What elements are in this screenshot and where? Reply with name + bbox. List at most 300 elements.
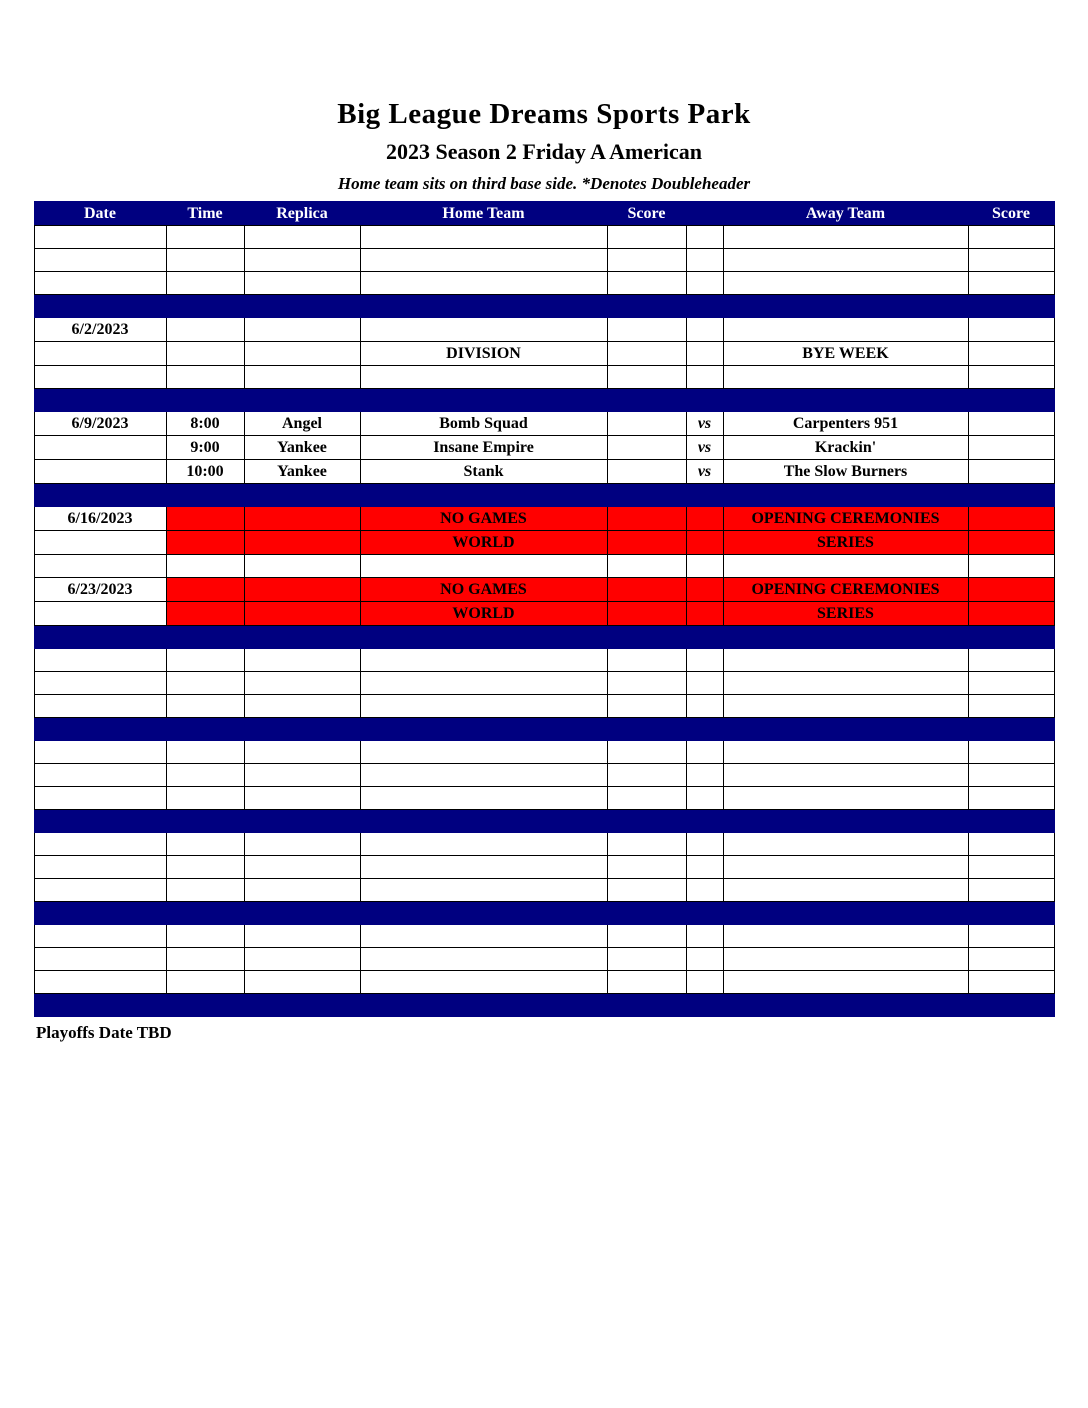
cell-away [723,672,968,695]
table-row [34,948,1054,971]
cell-replica [244,507,360,531]
cell-score2 [968,295,1054,318]
cell-home [360,295,607,318]
table-row [34,578,1054,602]
cell-replica [244,718,360,741]
cell-replica [244,649,360,672]
cell-date [34,342,166,366]
cell-score1 [607,602,686,626]
cell-vs [686,764,723,787]
cell-away: SERIES [723,531,968,555]
cell-score2 [968,272,1054,295]
cell-time [166,856,244,879]
separator-row [34,810,1054,833]
cell-vs [686,484,723,507]
page-subtitle: 2023 Season 2 Friday A American [386,139,702,164]
table-row [34,460,1054,484]
cell-time [166,994,244,1017]
cell-home [360,741,607,764]
cell-score2 [968,764,1054,787]
cell-date [34,833,166,856]
cell-away [723,649,968,672]
cell-home [360,948,607,971]
separator-row [34,718,1054,741]
table-row [34,856,1054,879]
cell-date [34,810,166,833]
cell-away: SERIES [723,602,968,626]
cell-score1 [607,718,686,741]
table-row [34,695,1054,718]
cell-score1 [607,833,686,856]
table-row [34,741,1054,764]
cell-home [360,902,607,925]
cell-home: Stank [360,460,607,484]
cell-score1 [607,994,686,1017]
cell-score1 [607,460,686,484]
cell-away [723,484,968,507]
cell-date: 6/16/2023 [34,507,166,531]
cell-score2 [968,436,1054,460]
table-row [34,249,1054,272]
cell-score1 [607,902,686,925]
cell-score1 [607,272,686,295]
cell-score2 [968,971,1054,994]
cell-date [34,971,166,994]
cell-time [166,578,244,602]
cell-vs: vs [686,412,723,436]
cell-score2 [968,994,1054,1017]
table-row [34,879,1054,902]
table-row [34,318,1054,342]
cell-score2 [968,925,1054,948]
cell-away [723,295,968,318]
cell-replica [244,295,360,318]
cell-date [34,948,166,971]
cell-home [360,810,607,833]
cell-vs [686,555,723,578]
cell-date [34,879,166,902]
cell-replica [244,484,360,507]
cell-replica [244,741,360,764]
cell-replica [244,672,360,695]
cell-away [723,879,968,902]
cell-score2 [968,342,1054,366]
cell-replica [244,602,360,626]
cell-vs [686,366,723,389]
header-away-team: Away Team [723,202,968,226]
cell-away [723,389,968,412]
cell-date [34,994,166,1017]
playoffs-note: Playoffs Date TBD [36,1023,172,1042]
cell-replica [244,226,360,249]
cell-home [360,764,607,787]
cell-replica [244,531,360,555]
cell-away [723,971,968,994]
cell-time [166,295,244,318]
cell-time [166,833,244,856]
cell-replica [244,249,360,272]
cell-score2 [968,578,1054,602]
cell-score1 [607,389,686,412]
cell-score2 [968,318,1054,342]
cell-date [34,226,166,249]
cell-away [723,764,968,787]
table-row [34,764,1054,787]
cell-home: DIVISION [360,342,607,366]
table-row [34,555,1054,578]
cell-score2 [968,626,1054,649]
cell-time [166,718,244,741]
cell-away: OPENING CEREMONIES [723,507,968,531]
cell-away [723,833,968,856]
cell-time [166,925,244,948]
cell-away [723,226,968,249]
cell-date [34,672,166,695]
cell-home: NO GAMES [360,578,607,602]
cell-score2 [968,879,1054,902]
cell-vs: vs [686,460,723,484]
cell-time [166,366,244,389]
cell-score2 [968,460,1054,484]
cell-away [723,810,968,833]
cell-replica [244,971,360,994]
cell-time [166,879,244,902]
cell-away [723,718,968,741]
cell-score1 [607,649,686,672]
cell-home [360,833,607,856]
table-header-row [34,202,1054,226]
cell-score2 [968,741,1054,764]
cell-home [360,994,607,1017]
cell-home [360,649,607,672]
cell-date [34,389,166,412]
cell-time [166,318,244,342]
cell-replica [244,787,360,810]
header-home-team: Home Team [360,202,607,226]
cell-replica [244,578,360,602]
table-row [34,272,1054,295]
cell-home [360,272,607,295]
cell-replica [244,764,360,787]
cell-replica [244,555,360,578]
cell-home [360,672,607,695]
cell-score1 [607,507,686,531]
cell-time [166,555,244,578]
cell-time [166,741,244,764]
cell-score1 [607,295,686,318]
cell-date [34,249,166,272]
cell-home [360,695,607,718]
header-date: Date [34,202,166,226]
cell-home: WORLD [360,602,607,626]
cell-vs [686,925,723,948]
cell-home [360,856,607,879]
cell-score1 [607,578,686,602]
table-row [34,649,1054,672]
cell-score1 [607,948,686,971]
cell-score2 [968,649,1054,672]
cell-date [34,484,166,507]
table-row [34,436,1054,460]
cell-score2 [968,366,1054,389]
cell-score1 [607,626,686,649]
cell-score2 [968,718,1054,741]
header-vs [686,202,723,226]
cell-date [34,460,166,484]
cell-vs [686,318,723,342]
cell-away [723,272,968,295]
header-home-score: Score [607,202,686,226]
cell-time [166,507,244,531]
cell-replica [244,272,360,295]
cell-replica [244,389,360,412]
cell-date [34,741,166,764]
cell-score2 [968,555,1054,578]
cell-replica [244,810,360,833]
cell-vs [686,295,723,318]
cell-vs [686,578,723,602]
cell-home [360,971,607,994]
cell-time: 9:00 [166,436,244,460]
cell-vs [686,971,723,994]
cell-date: 6/23/2023 [34,578,166,602]
separator-row [34,295,1054,318]
table-row [34,531,1054,555]
cell-away [723,366,968,389]
table-row [34,507,1054,531]
cell-score1 [607,436,686,460]
cell-date [34,295,166,318]
cell-score1 [607,787,686,810]
cell-score2 [968,833,1054,856]
cell-home [360,626,607,649]
cell-away: The Slow Burners [723,460,968,484]
cell-score1 [607,741,686,764]
cell-time [166,531,244,555]
cell-score1 [607,810,686,833]
cell-home [360,366,607,389]
cell-vs [686,856,723,879]
cell-vs [686,249,723,272]
cell-replica [244,342,360,366]
cell-time [166,272,244,295]
cell-replica [244,948,360,971]
separator-row [34,389,1054,412]
cell-score2 [968,948,1054,971]
header-away-score: Score [968,202,1054,226]
cell-date [34,718,166,741]
cell-away [723,555,968,578]
cell-score2 [968,226,1054,249]
cell-home [360,787,607,810]
cell-away [723,741,968,764]
table-row [34,672,1054,695]
schedule-table [34,201,1055,1017]
cell-time [166,902,244,925]
cell-vs [686,272,723,295]
table-row [34,971,1054,994]
cell-score1 [607,318,686,342]
cell-vs [686,902,723,925]
cell-score2 [968,695,1054,718]
cell-date [34,856,166,879]
cell-home [360,879,607,902]
cell-score2 [968,602,1054,626]
cell-date [34,272,166,295]
cell-vs [686,507,723,531]
cell-replica [244,879,360,902]
cell-vs [686,226,723,249]
cell-time [166,810,244,833]
cell-date [34,555,166,578]
cell-replica [244,366,360,389]
cell-away [723,856,968,879]
cell-vs [686,741,723,764]
cell-away [723,626,968,649]
cell-away: OPENING CEREMONIES [723,578,968,602]
cell-home [360,555,607,578]
cell-date [34,764,166,787]
cell-score2 [968,389,1054,412]
cell-date [34,366,166,389]
cell-away [723,925,968,948]
cell-score1 [607,856,686,879]
cell-vs [686,695,723,718]
cell-home [360,718,607,741]
cell-time [166,389,244,412]
cell-date [34,436,166,460]
cell-replica: Yankee [244,436,360,460]
cell-replica [244,925,360,948]
cell-away [723,249,968,272]
cell-score1 [607,879,686,902]
cell-time: 10:00 [166,460,244,484]
cell-score2 [968,484,1054,507]
cell-away: Carpenters 951 [723,412,968,436]
cell-time [166,948,244,971]
cell-replica [244,626,360,649]
cell-score2 [968,856,1054,879]
cell-time: 8:00 [166,412,244,436]
cell-date [34,626,166,649]
schedule-note: Home team sits on third base side. *Denotes Doubleheader [337,174,751,193]
cell-replica [244,833,360,856]
cell-date [34,602,166,626]
cell-time [166,764,244,787]
cell-score2 [968,902,1054,925]
cell-home: Bomb Squad [360,412,607,436]
cell-time [166,672,244,695]
cell-home: NO GAMES [360,507,607,531]
cell-away [723,948,968,971]
cell-replica: Angel [244,412,360,436]
cell-time [166,695,244,718]
cell-date [34,925,166,948]
cell-score1 [607,366,686,389]
cell-replica [244,695,360,718]
cell-home [360,484,607,507]
table-row [34,833,1054,856]
cell-time [166,971,244,994]
cell-date [34,695,166,718]
cell-away [723,902,968,925]
cell-score2 [968,787,1054,810]
separator-row [34,994,1054,1017]
separator-row [34,626,1054,649]
table-row [34,925,1054,948]
cell-vs [686,342,723,366]
cell-vs [686,389,723,412]
separator-row [34,484,1054,507]
cell-score1 [607,971,686,994]
cell-vs: vs [686,436,723,460]
cell-date [34,531,166,555]
cell-time [166,484,244,507]
cell-score1 [607,925,686,948]
page-title: Big League Dreams Sports Park [337,98,751,130]
cell-home: WORLD [360,531,607,555]
cell-away [723,318,968,342]
cell-time [166,626,244,649]
cell-vs [686,626,723,649]
cell-time [166,787,244,810]
cell-score1 [607,695,686,718]
cell-score1 [607,531,686,555]
cell-away: Krackin' [723,436,968,460]
cell-home [360,226,607,249]
cell-time [166,226,244,249]
cell-away [723,787,968,810]
cell-home: Insane Empire [360,436,607,460]
table-row [34,366,1054,389]
cell-date [34,787,166,810]
cell-score1 [607,226,686,249]
cell-score1 [607,672,686,695]
cell-score1 [607,555,686,578]
cell-away: BYE WEEK [723,342,968,366]
cell-score2 [968,531,1054,555]
cell-score1 [607,342,686,366]
cell-vs [686,879,723,902]
cell-date [34,902,166,925]
table-row [34,602,1054,626]
header-replica: Replica [244,202,360,226]
cell-score2 [968,672,1054,695]
table-row [34,226,1054,249]
cell-home [360,249,607,272]
cell-home [360,925,607,948]
cell-vs [686,948,723,971]
cell-replica [244,994,360,1017]
cell-score2 [968,249,1054,272]
cell-replica [244,902,360,925]
cell-vs [686,994,723,1017]
cell-home [360,389,607,412]
cell-vs [686,531,723,555]
separator-row [34,902,1054,925]
cell-home [360,318,607,342]
cell-vs [686,672,723,695]
cell-score1 [607,484,686,507]
cell-replica [244,856,360,879]
table-row [34,342,1054,366]
cell-replica: Yankee [244,460,360,484]
cell-score1 [607,412,686,436]
cell-date [34,649,166,672]
cell-time [166,342,244,366]
table-row [34,412,1054,436]
cell-time [166,649,244,672]
